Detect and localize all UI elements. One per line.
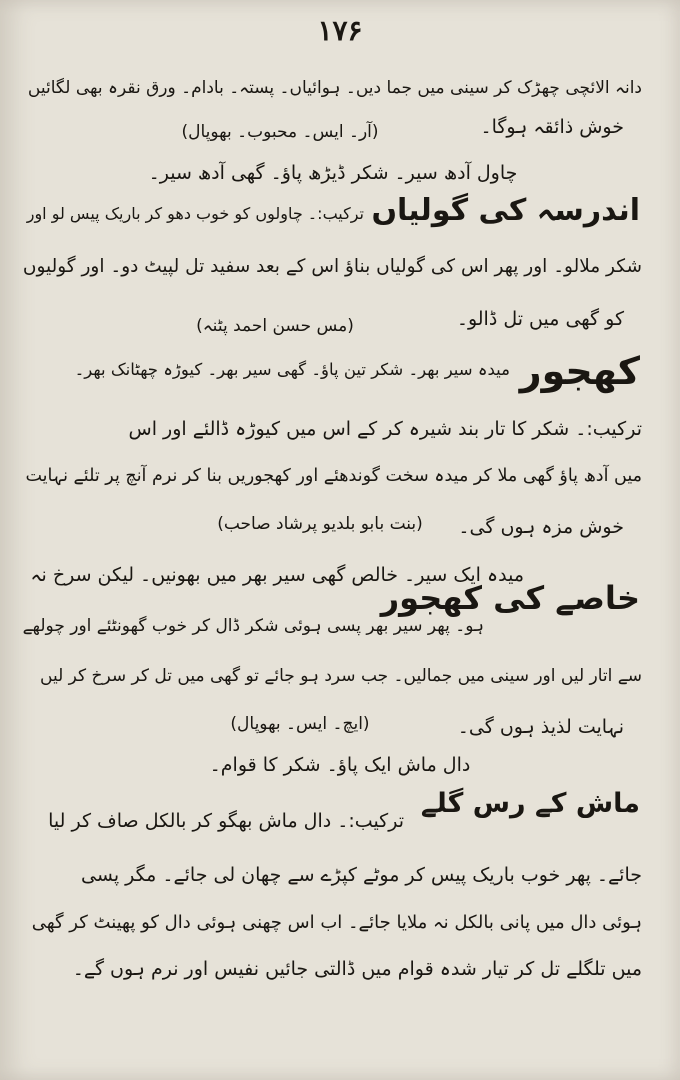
text-line: کو گھی میں تل ڈالو۔ [456,308,624,330]
text-line: میں آدھ پاؤ گھی ملا کر میدہ سخت گوندھئے اور کھجوریں بنا کر نرم آنچ پر تلئے نہایت [25,466,642,486]
recipe-credit: (مس حسن احمد پٹنہ) [196,316,354,336]
recipe-credit: (ایچ۔ ایس۔ بھوپال) [230,714,370,734]
text-line: دانہ الائچی چھڑک کر سینی میں جما دیں۔ ہوائیاں۔ پستہ۔ بادام۔ ورق نقرہ بھی لگائیں [27,78,642,98]
text-line: میں تلگلے تل کر تیار شدہ قوام میں ڈالتی جائیں نفیس اور نرم ہوں گے۔ [72,958,642,980]
text-line: نہایت لذیذ ہوں گی۔ [457,716,624,738]
text-line: خوش مزہ ہوں گی۔ [458,516,624,538]
text-line: ترکیب:۔ شکر کا تار بند شیرہ کر کے اس میں کیوڑہ ڈالئے اور اس [128,418,642,440]
text-line: ترکیب:۔ چاولوں کو خوب دھو کر باریک پیس لو اور [26,204,364,223]
text-line: سے اتار لیں اور سینی میں جمالیں۔ جب سرد ہو جائے تو گھی میں تل کر سرخ کر لیں [40,666,642,686]
ingredients-line: دال ماش ایک پاؤ۔ شکر کا قوام۔ [209,754,471,776]
recipe-heading: ماش کے رس گلے [420,788,640,819]
text-line: جائے۔ پھر خوب باریک پیس کر موٹے کپڑے سے چھان لی جائے۔ مگر پسی [81,864,642,886]
text-line: ہوئی دال میں پانی بالکل نہ ملایا جائے۔ اب اس چھنی ہوئی دال کو پھینٹ کر گھی [31,912,642,933]
text-line: ہو۔ پھر سیر بھر پسی ہوئی شکر ڈال کر خوب گھونٹئے اور چولھے [22,616,484,636]
recipe-credit: (آر۔ ایس۔ محبوب۔ بھوپال) [181,122,379,142]
recipe-heading: اندرسہ کی گولیاں [371,193,640,228]
recipe-credit: (بنت بابو بلدیو پرشاد صاحب) [217,514,423,534]
recipe-heading: خاصے کی کھجور [380,579,640,617]
ingredients-line: چاول آدھ سیر۔ شکر ڈیڑھ پاؤ۔ گھی آدھ سیر۔ [148,162,518,184]
text-line: شکر ملالو۔ اور پھر اس کی گولیاں بناؤ اس کے بعد سفید تل لپیٹ دو۔ اور گولیوں [22,256,642,277]
text-line: خوش ذائقہ ہوگا۔ [480,116,624,138]
page-number: ۱۷۶ [317,14,363,47]
ingredients-line: میدہ سیر بھر۔ شکر تین پاؤ۔ گھی سیر بھر۔ کیوڑہ چھٹانک بھر۔ [74,360,510,379]
ingredients-line: میدہ ایک سیر۔ خالص گھی سیر بھر میں بھونیں۔ لیکن سرخ نہ [30,564,524,586]
text-line: ترکیب:۔ دال ماش بھگو کر بالکل صاف کر لیا [48,810,404,832]
recipe-heading: کھجور [519,349,640,393]
